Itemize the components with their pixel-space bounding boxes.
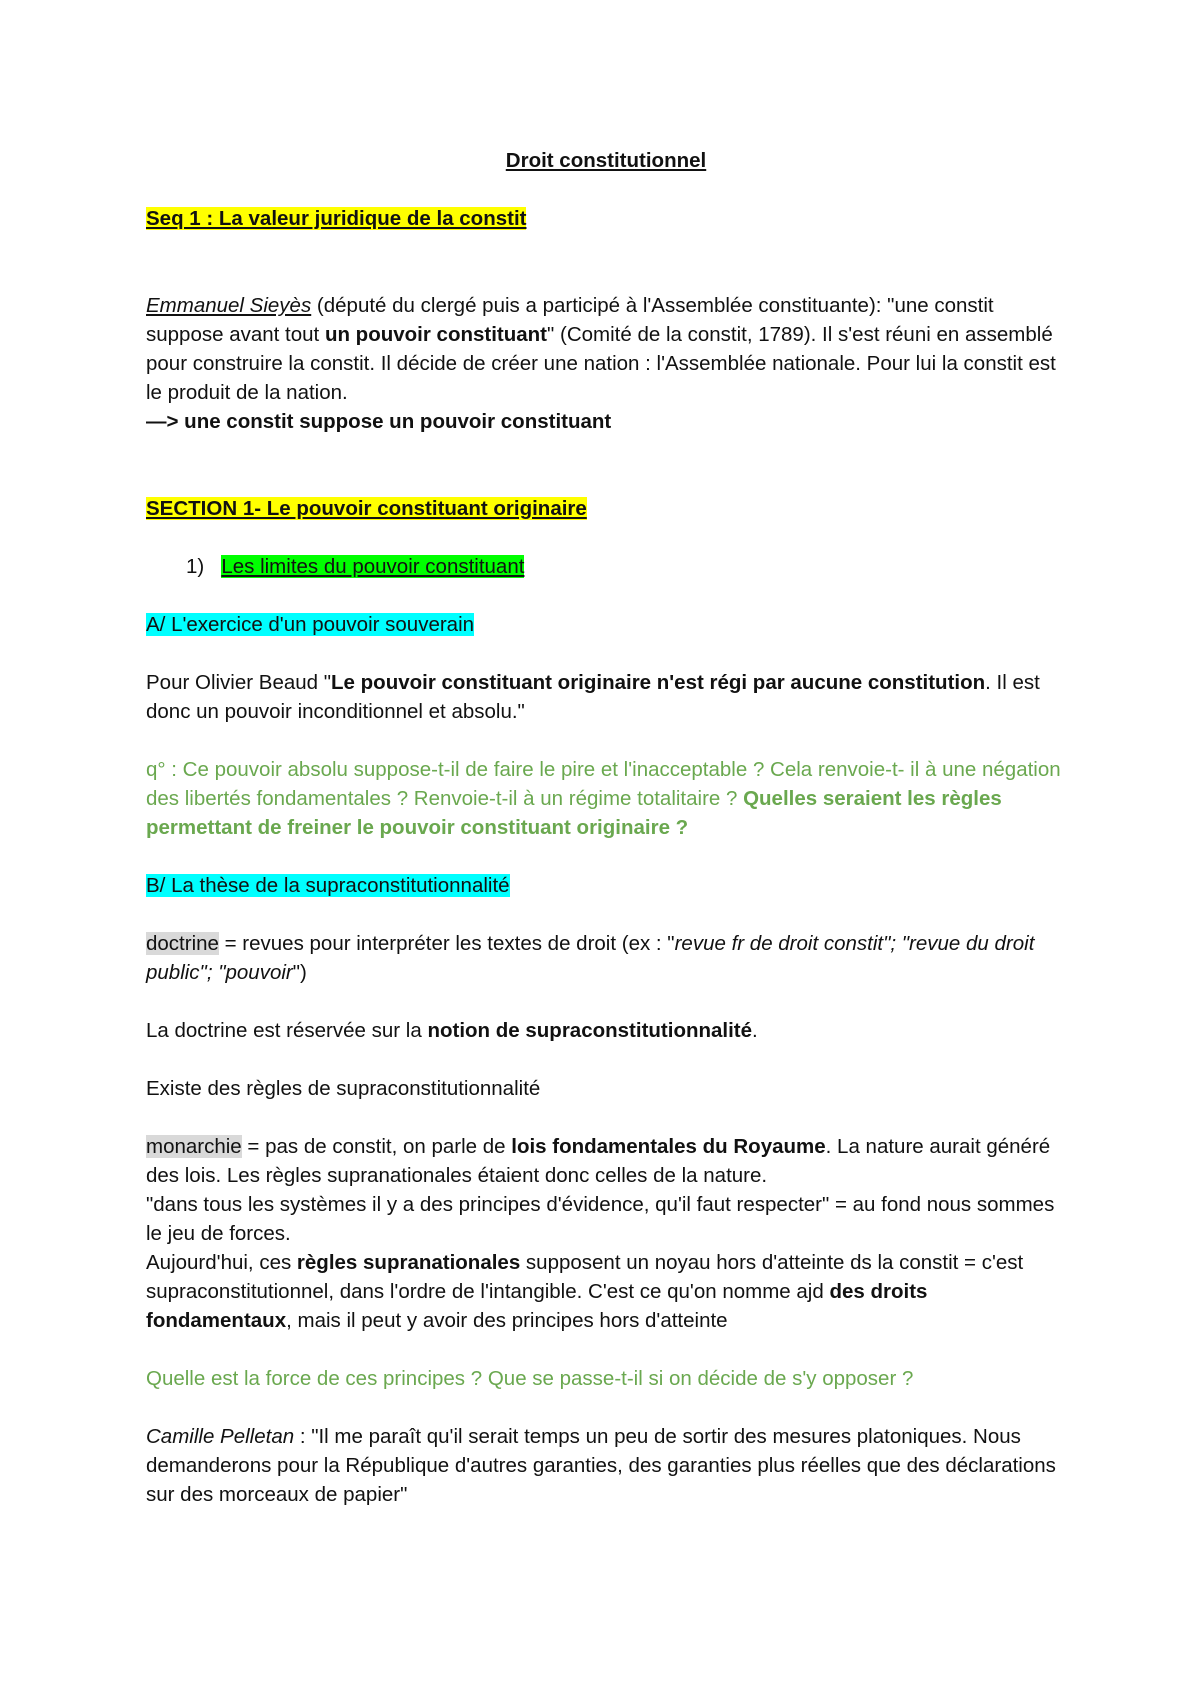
section1-heading-text: SECTION 1- Le pouvoir constituant originaire xyxy=(146,497,587,520)
beaud-bold-1: Le pouvoir constituant originaire n'est régi par aucune constitution xyxy=(331,671,986,694)
beaud-paragraph xyxy=(146,668,1066,726)
subheading-b xyxy=(146,871,1066,900)
intro-text-2: " (Comité de la constit, 1789). Il s'est réuni en assemblé pour construire la constit. Il décide de créer une nation : l'Assemblée nationale. Pour lui la constit est le produit de la nation. xyxy=(146,323,1056,404)
monarchie-paragraph xyxy=(146,1132,1066,1190)
monarchie-quote-line xyxy=(146,1190,1066,1248)
item1-label: Les limites du pouvoir constituant xyxy=(221,555,525,578)
question1-bold: Quelles seraient les règles permettant de freiner le pouvoir constituant originaire ? xyxy=(146,787,1002,839)
intro-conclusion-text: —> une constit suppose un pouvoir constituant xyxy=(146,410,612,433)
monarchie-text-1: = pas de constit, on parle de xyxy=(241,1135,512,1158)
document-title-text: Droit constitutionnel xyxy=(505,149,707,172)
document-title xyxy=(146,146,1066,175)
seq-heading-text: Seq 1 : La valeur juridique de la constit xyxy=(146,207,527,230)
seq-heading xyxy=(146,204,1066,233)
reserve-text-2: . xyxy=(752,1019,758,1042)
pelletan-paragraph xyxy=(146,1422,1066,1509)
question1-paragraph xyxy=(146,755,1066,842)
doctrine-italic: revue fr de droit constit"; "revue du droit public"; "pouvoir xyxy=(146,932,1035,984)
section1-heading xyxy=(146,494,1066,523)
question2-text: Quelle est la force de ces principes ? Que se passe-t-il si on décide de s'y opposer ? xyxy=(146,1367,914,1390)
question2-paragraph xyxy=(146,1364,1066,1393)
intro-bold-1: un pouvoir constituant xyxy=(324,323,548,346)
item1-number: 1) xyxy=(186,555,205,578)
monarchie-quote-text: "dans tous les systèmes il y a des principes d'évidence, qu'il faut respecter" = au fond nous sommes le jeu de forces. xyxy=(146,1193,1055,1245)
doctrine-text-2: ") xyxy=(292,961,307,984)
doctrine-term: doctrine xyxy=(146,932,219,955)
reserve-paragraph xyxy=(146,1016,1066,1045)
aujourdhui-text-1: Aujourd'hui, ces xyxy=(146,1251,297,1274)
monarchie-text-2: . La nature aurait généré des lois. Les règles supranationales étaient donc celles de la nature. xyxy=(146,1135,1051,1187)
subheading-a xyxy=(146,610,1066,639)
existe-paragraph xyxy=(146,1074,1066,1103)
doctrine-text-1: = revues pour interpréter les textes de droit (ex : " xyxy=(218,932,675,955)
aujourdhui-text-3: , mais il peut y avoir des principes hors d'atteinte xyxy=(286,1309,728,1332)
aujourdhui-bold-1: règles supranationales xyxy=(296,1251,521,1274)
beaud-text-1: Pour Olivier Beaud " xyxy=(146,671,332,694)
subheading-b-text: B/ La thèse de la supraconstitutionnalité xyxy=(146,874,510,897)
question1-text: q° : Ce pouvoir absolu suppose-t-il de faire le pire et l'inacceptable ? Cela renvoie-t- il à une négation des libertés fondamentales ? Renvoie-t-il à un régime totalitaire ? xyxy=(146,758,1061,810)
subheading-a-text: A/ L'exercice d'un pouvoir souverain xyxy=(146,613,475,636)
intro-paragraph xyxy=(146,291,1066,407)
pelletan-text: : "Il me paraît qu'il serait temps un peu de sortir des mesures platoniques. Nous demanderons pour la République d'autres garanties, des garanties plus réelles que des déclarations sur des morceaux de papier" xyxy=(146,1425,1056,1506)
monarchie-bold-1: lois fondamentales du Royaume xyxy=(511,1135,826,1158)
intro-text-1: (député du clergé puis a participé à l'Assemblée constituante): "une constit suppose avant tout xyxy=(146,294,994,346)
existe-text: Existe des règles de supraconstitutionnalité xyxy=(146,1077,541,1100)
aujourdhui-bold-2: des droits fondamentaux xyxy=(146,1280,928,1332)
pelletan-author: Camille Pelletan xyxy=(146,1425,295,1448)
reserve-bold: notion de supraconstitutionnalité xyxy=(427,1019,753,1042)
doctrine-paragraph xyxy=(146,929,1066,987)
beaud-text-2: . Il est donc un pouvoir inconditionnel et absolu." xyxy=(146,671,1040,723)
reserve-text-1: La doctrine est réservée sur la xyxy=(146,1019,428,1042)
aujourdhui-text-2: supposent un noyau hors d'atteinte ds la constit = c'est supraconstitutionnel, dans l'ordre de l'intangible. C'est ce qu'on nomme ajd xyxy=(146,1251,1024,1303)
intro-author: Emmanuel Sieyès xyxy=(146,294,312,317)
aujourdhui-paragraph xyxy=(146,1248,1066,1335)
monarchie-term: monarchie xyxy=(146,1135,242,1158)
document-body xyxy=(146,146,1066,1509)
item1 xyxy=(146,552,1066,581)
intro-conclusion xyxy=(146,407,1066,436)
